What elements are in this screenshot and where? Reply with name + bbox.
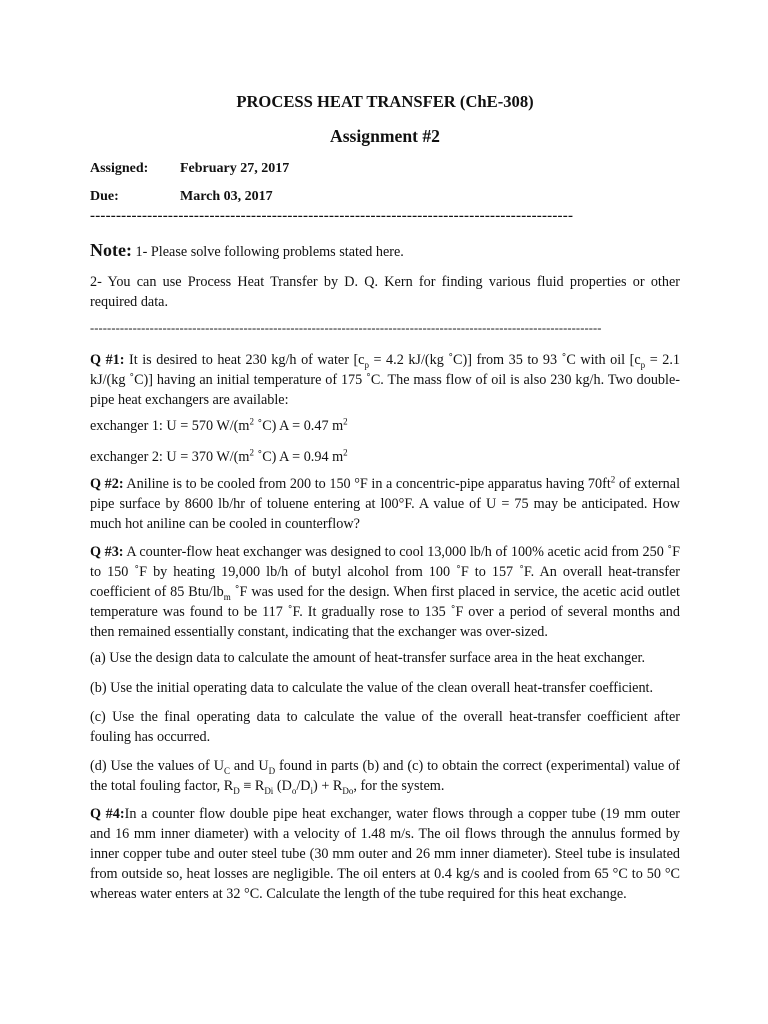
q1-ex1-text: exchanger 1: U = 570 W/(m [90, 418, 250, 434]
q3-d-text: (d) Use the values of U [90, 758, 224, 774]
separator-thin: ------------------------------------------------------------------------------------------------------------------------ [90, 321, 602, 335]
q3-d-sub: Di [264, 785, 274, 796]
q3-d-text: ) + R [313, 778, 343, 794]
q3-d-text: /D [296, 778, 311, 794]
q3-part-b: (b) Use the initial operating data to calculate the value of the clean overall heat-transfer coefficient. [90, 680, 654, 696]
q3-part-c: (c) Use the final operating data to calculate the value of the overall heat-transfer coefficient after fouling has occurred. [90, 709, 680, 745]
due-label: Due: [90, 189, 119, 204]
separator-bold: --------------------------------------------------------------------------------------------- [90, 208, 574, 224]
note-line-2: 2- You can use Process Heat Transfer by D. Q. Kern for finding various fluid properties or other required data. [90, 274, 680, 310]
q1-label: Q #1: [90, 352, 125, 368]
q3-d-text: found in parts (b) and (c) to obtain the correct (experimental) value of the total fouling factor, R [90, 758, 680, 794]
q1-exchanger-2 [90, 447, 680, 467]
q3-label: Q #3: [90, 544, 124, 560]
q3-text: A counter-flow heat exchanger was designed to cool 13,000 lb/h of 100% acetic acid from 250 ˚F to 150 ˚F by heating 19,000 lb/h of butyl alcohol from 100 ˚F to 157 ˚F. An overall heat-transfer coefficient of 85 Btu/lb [90, 544, 680, 600]
q1-ex2-text: ˚C) A = 0.94 m [253, 449, 344, 465]
q3-d-text: ≡ R [239, 778, 265, 794]
q2-text: of external pipe surface by 8600 lb/hr of toluene entering at l00°F. A value of U = 75 may be anticipated. How much hot aniline can be cooled in counterflow? [90, 476, 681, 532]
q3-part-a: (a) Use the design data to calculate the amount of heat-transfer surface area in the heat exchanger. [90, 650, 646, 666]
q3-d-text: , for the system. [353, 778, 445, 794]
course-title: PROCESS HEAT TRANSFER (ChE-308) [236, 92, 534, 111]
q3-d-sub: C [223, 765, 230, 776]
assignment-title: Assignment #2 [330, 126, 440, 146]
due-date: March 03, 2017 [180, 189, 273, 204]
note-line-1 [90, 240, 680, 262]
q3-d-sub: o [291, 785, 297, 796]
q4-text: In a counter flow double pipe heat exchanger, water flows through a copper tube (19 mm outer and 16 mm inner diameter) with a velocity of 1.48 m/s. The oil flows through the annulus formed by inner copper tube and outer steel tube (30 mm outer and 26 mm inner diameter). Steel tube is insulated from outside so, heat losses are negligible. The oil enters at 0.4 kg/s and is cooled from 65 °C to 50 °C whereas water enters at 32 °C. Calculate the length of the tube required for this heat exchange. [90, 806, 680, 902]
q3-d-sub: i [310, 785, 314, 796]
q3-d-text: (D [273, 778, 292, 794]
note-text-1: 1- Please solve following problems stated here. [131, 244, 404, 260]
q1-ex2-sup: 2 [343, 447, 348, 458]
q2-text: Aniline is to be cooled from 200 to 150 °F in a concentric-pipe apparatus having 70ft [123, 476, 611, 492]
q3-d-sub: D [233, 785, 240, 796]
q1-text: = 2.1 kJ/(kg ˚C)] having an initial temperature of 175 ˚C. The mass flow of oil is also 230 kg/h. Two double-pipe heat exchangers are available: [90, 352, 680, 408]
q1-ex1-sup: 2 [343, 416, 348, 427]
question-2 [90, 474, 680, 534]
q3-part-d [90, 756, 680, 796]
q3-sub: m [223, 591, 231, 602]
q2-label: Q #2: [90, 476, 124, 492]
question-1 [90, 350, 680, 410]
q1-ex2-text: exchanger 2: U = 370 W/(m [90, 449, 250, 465]
q3-text: ˚F was used for the design. When first placed in service, the acetic acid outlet temperature was found to be 117 ˚F. It gradually rose to 135 ˚F over a period of several months and then remained essentially constant, indicating that the exchanger was over-sized. [90, 584, 680, 640]
q1-exchanger-1 [90, 416, 680, 436]
q1-text: It is desired to heat 230 kg/h of water [c [124, 352, 365, 368]
question-3 [90, 542, 680, 642]
q3-d-text: and U [229, 758, 269, 774]
q1-sub: p [364, 359, 369, 370]
q2-sup: 2 [610, 474, 616, 485]
due-row [90, 187, 273, 207]
note-label: Note: [90, 240, 132, 260]
assigned-row [90, 159, 289, 179]
q1-ex2-sup: 2 [249, 447, 254, 458]
q1-sub: p [640, 359, 646, 370]
q3-d-sub: D [268, 765, 276, 776]
assigned-label: Assigned: [90, 161, 149, 176]
assigned-date: February 27, 2017 [180, 161, 290, 176]
q1-text: = 4.2 kJ/(kg ˚C)] from 35 to 93 ˚C with oil [c [368, 352, 641, 368]
q4-label: Q #4: [90, 806, 125, 822]
question-4 [90, 804, 680, 904]
q3-d-sub: Do [342, 785, 354, 796]
q1-ex1-text: ˚C) A = 0.47 m [253, 418, 344, 434]
q1-ex1-sup: 2 [249, 416, 254, 427]
